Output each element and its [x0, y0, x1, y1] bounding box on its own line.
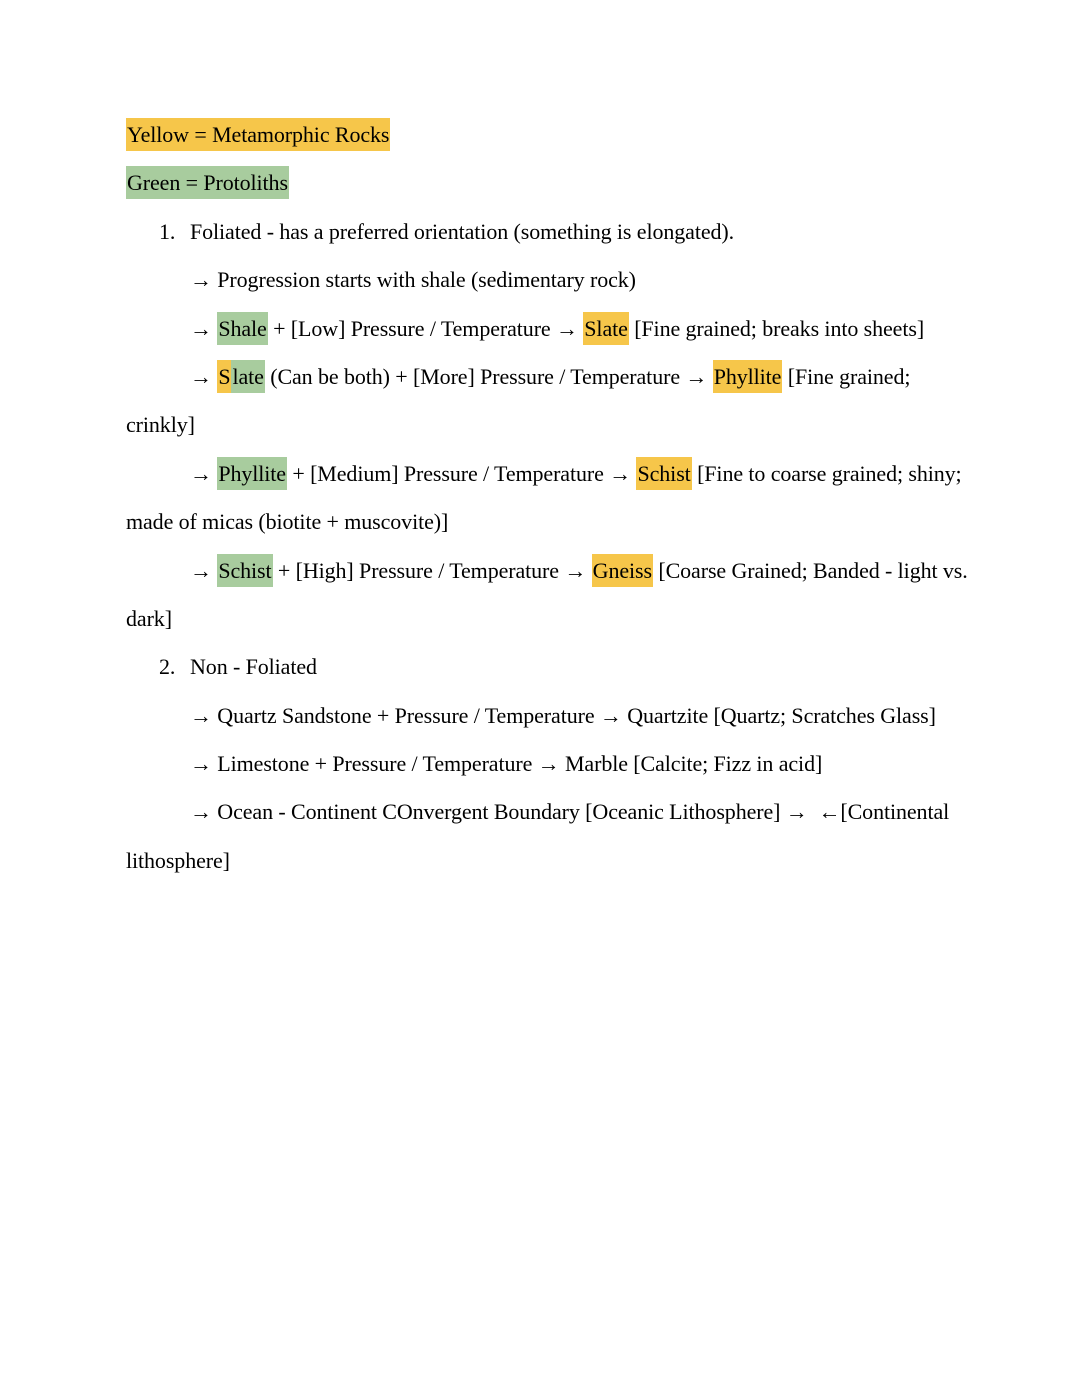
text-segment: + [Low] Pressure / Temperature →: [267, 315, 584, 341]
text-segment: →: [190, 363, 218, 389]
arrow-line-convergent-boundary: [126, 788, 1036, 836]
text-segment: + [High] Pressure / Temperature →: [272, 557, 592, 583]
text-segment: + [Medium] Pressure / Temperature →: [286, 460, 637, 486]
text-segment: → Quartz Sandstone + Pressure / Temperature → Quartzite [Quartz; Scratches Glass]: [190, 702, 936, 728]
text-segment: [Fine to coarse grained; shiny;: [691, 460, 962, 486]
text-segment: →: [190, 557, 218, 583]
arrow-line-slate-to-phyllite: [126, 353, 1036, 401]
text-segment: dark]: [126, 605, 172, 631]
text-segment: Foliated - has a preferred orientation (something is elongated).: [190, 218, 735, 244]
highlighted-text: Green = Protoliths: [126, 166, 289, 199]
continuation-lithosphere: [126, 837, 1036, 885]
document-body: [126, 111, 1036, 885]
highlighted-text: Shale: [217, 312, 267, 345]
list-number: 1.: [159, 218, 176, 244]
text-segment: lithosphere]: [126, 847, 230, 873]
text-segment: →: [190, 315, 218, 341]
highlighted-text: Slate: [583, 312, 629, 345]
text-segment: → Limestone + Pressure / Temperature → Marble [Calcite; Fizz in acid]: [190, 751, 823, 777]
text-segment: crinkly]: [126, 412, 195, 438]
legend-green: [126, 159, 1036, 207]
continuation-dark: [126, 595, 1036, 643]
arrow-line-shale-to-slate: [126, 305, 1036, 353]
text-segment: [Fine grained; breaks into sheets]: [628, 315, 925, 341]
list-item-2-non-foliated: [126, 643, 1036, 691]
continuation-micas: [126, 498, 1036, 546]
arrow-line-marble: [126, 740, 1036, 788]
arrow-line-schist-to-gneiss: [126, 547, 1036, 595]
text-segment: made of micas (biotite + muscovite)]: [126, 509, 449, 535]
text-segment: → Progression starts with shale (sedimentary rock): [190, 267, 636, 293]
highlighted-text: S: [217, 360, 231, 393]
arrow-line-progression: [126, 256, 1036, 304]
continuation-crinkly: [126, 401, 1036, 449]
highlighted-text: Schist: [217, 554, 272, 587]
text-segment: [Fine grained;: [782, 363, 911, 389]
arrow-line-quartzite: [126, 692, 1036, 740]
text-segment: Non - Foliated: [190, 654, 317, 680]
highlighted-text: late: [231, 360, 264, 393]
text-segment: (Can be both) + [More] Pressure / Temperature →: [264, 363, 713, 389]
highlighted-text: Yellow = Metamorphic Rocks: [126, 118, 390, 151]
highlighted-text: Phyllite: [713, 360, 783, 393]
highlighted-text: Schist: [636, 457, 691, 490]
text-segment: → Ocean - Continent COnvergent Boundary [Oceanic Lithosphere] → ←[Continental: [190, 799, 950, 825]
text-segment: [Coarse Grained; Banded - light vs.: [652, 557, 968, 583]
text-segment: →: [190, 460, 218, 486]
arrow-line-phyllite-to-schist: [126, 450, 1036, 498]
highlighted-text: Gneiss: [592, 554, 653, 587]
legend-yellow: [126, 111, 1036, 159]
highlighted-text: Phyllite: [217, 457, 287, 490]
list-item-1-foliated: [126, 208, 1036, 256]
list-number: 2.: [159, 654, 176, 680]
